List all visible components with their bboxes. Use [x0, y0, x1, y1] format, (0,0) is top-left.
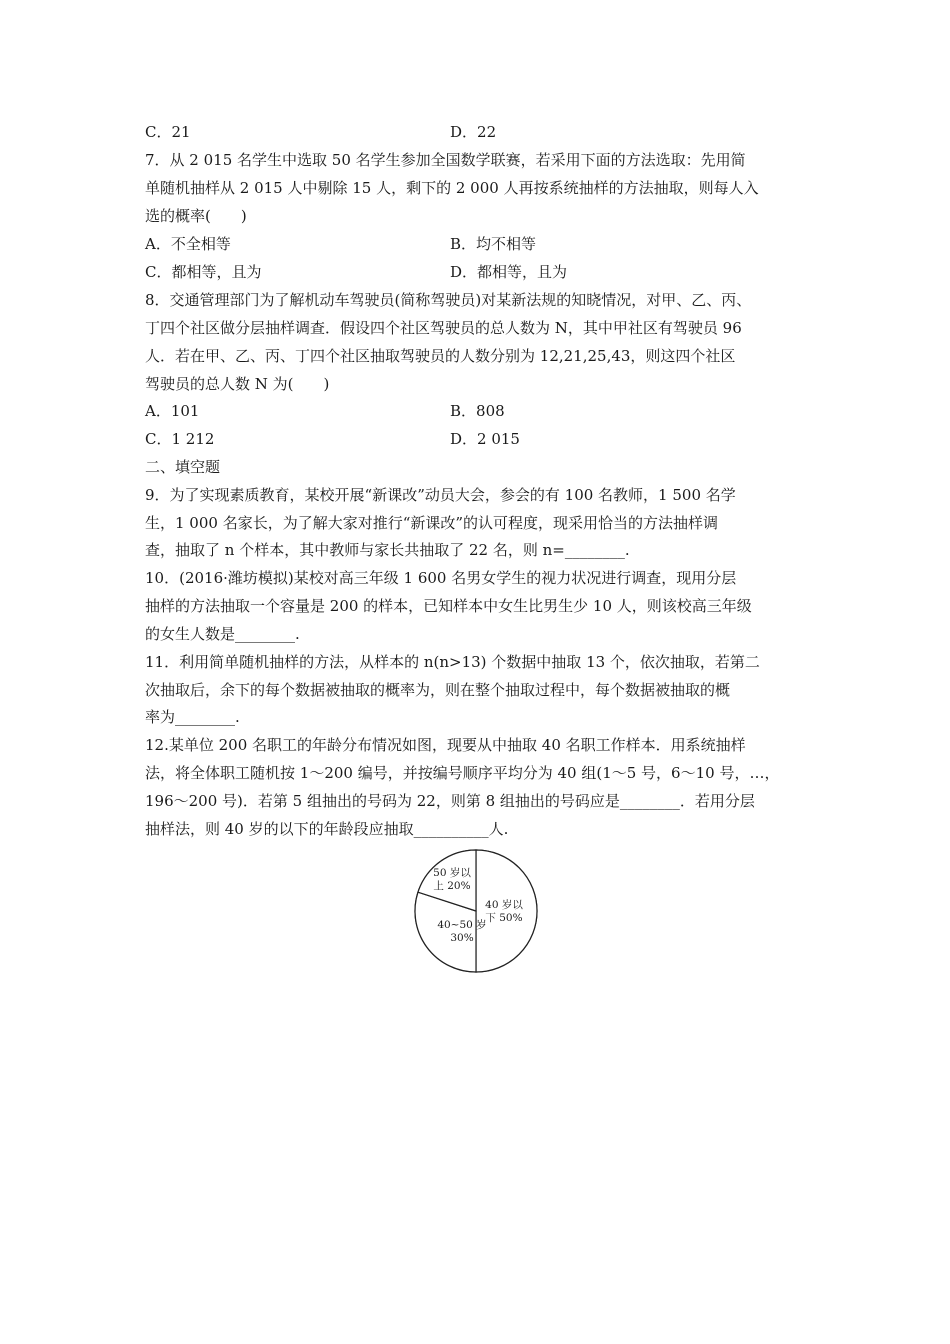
- pie-slice: [476, 850, 537, 972]
- q7-text-line-2: 单随机抽样从 2 015 人中剔除 15 人，剩下的 2 000 人再按系统抽样的方法抽取，则每人入: [145, 179, 759, 197]
- q8-text-line-3: 人．若在甲、乙、丙、丁四个社区抽取驾驶员的人数分别为 12,21,25,43，则这四个社区: [145, 347, 736, 365]
- q8-text-line-1: 8．交通管理部门为了解机动车驾驶员(简称驾驶员)对某新法规的知晓情况，对甲、乙、丙、: [145, 291, 752, 309]
- section-heading-fill-in: 二、填空题: [145, 458, 221, 476]
- q7-option-c: C．都相等，且为: [145, 263, 262, 281]
- q11-text-line-1: 11．利用简单随机抽样的方法，从样本的 n(n>13) 个数据中抽取 13 个，依次抽取，若第二: [145, 653, 760, 671]
- q9-text-line-3: 查，抽取了 n 个样本，其中教师与家长共抽取了 22 名，则 n=________.: [145, 541, 630, 559]
- pie-slice-label: 50 岁以: [433, 867, 471, 879]
- pie-chart-svg: [410, 848, 542, 974]
- q10-text-line-3: 的女生人数是________.: [145, 625, 300, 643]
- q6-option-d: D．22: [450, 123, 497, 141]
- q9-text-line-1: 9．为了实现素质教育，某校开展“新课改”动员大会，参会的有 100 名教师，1 500 名学: [145, 486, 736, 504]
- q10-text-line-2: 抽样的方法抽取一个容量是 200 的样本，已知样本中女生比男生少 10 人，则该校高三年级: [145, 597, 752, 615]
- q7-text-line-3: 选的概率( ): [145, 207, 247, 225]
- q11-text-line-2: 次抽取后，余下的每个数据被抽取的概率为，则在整个抽取过程中，每个数据被抽取的概: [145, 681, 731, 699]
- q12-text-line-2: 法，将全体职工随机按 1～200 编号，并按编号顺序平均分为 40 组(1～5 号，6～10 号，…，: [145, 764, 780, 782]
- pie-slice-label: 下 50%: [485, 912, 523, 924]
- q9-text-line-2: 生，1 000 名家长，为了解大家对推行“新课改”的认可程度，现采用恰当的方法抽样调: [145, 514, 719, 532]
- q8-text-line-2: 丁四个社区做分层抽样调查．假设四个社区驾驶员的总人数为 N，其中甲社区有驾驶员 96: [145, 319, 742, 337]
- q12-text-line-1: 12.某单位 200 名职工的年龄分布情况如图，现要从中抽取 40 名职工作样本．用系统抽样: [145, 736, 746, 754]
- pie-slice-label: 上 20%: [433, 880, 471, 892]
- q8-option-c: C．1 212: [145, 430, 215, 448]
- q8-option-b: B．808: [450, 402, 505, 420]
- q8-text-line-4: 驾驶员的总人数 N 为( ): [145, 375, 330, 393]
- pie-slice-label: 40 岁以: [485, 899, 523, 911]
- q12-text-line-3: 196～200 号)．若第 5 组抽出的号码为 22，则第 8 组抽出的号码应是________．若用分层: [145, 792, 755, 810]
- pie-slice-label: 40~50 岁: [437, 919, 487, 931]
- q7-option-b: B．均不相等: [450, 235, 537, 253]
- q6-option-c: C．21: [145, 123, 191, 141]
- age-distribution-pie-chart: [410, 848, 542, 974]
- q7-option-d: D．都相等，且为: [450, 263, 568, 281]
- q7-text-line-1: 7．从 2 015 名学生中选取 50 名学生参加全国数学联赛，若采用下面的方法选取：先用简: [145, 151, 746, 169]
- q11-text-line-3: 率为________.: [145, 708, 240, 726]
- q7-option-a: A．不全相等: [145, 235, 231, 253]
- q12-text-line-4: 抽样法，则 40 岁的以下的年龄段应抽取__________人.: [145, 820, 509, 838]
- q8-option-d: D．2 015: [450, 430, 520, 448]
- pie-slice-label: 30%: [450, 932, 474, 944]
- q10-text-line-1: 10．(2016·潍坊模拟)某校对高三年级 1 600 名男女学生的视力状况进行调查，现用分层: [145, 569, 737, 587]
- q8-option-a: A．101: [145, 402, 200, 420]
